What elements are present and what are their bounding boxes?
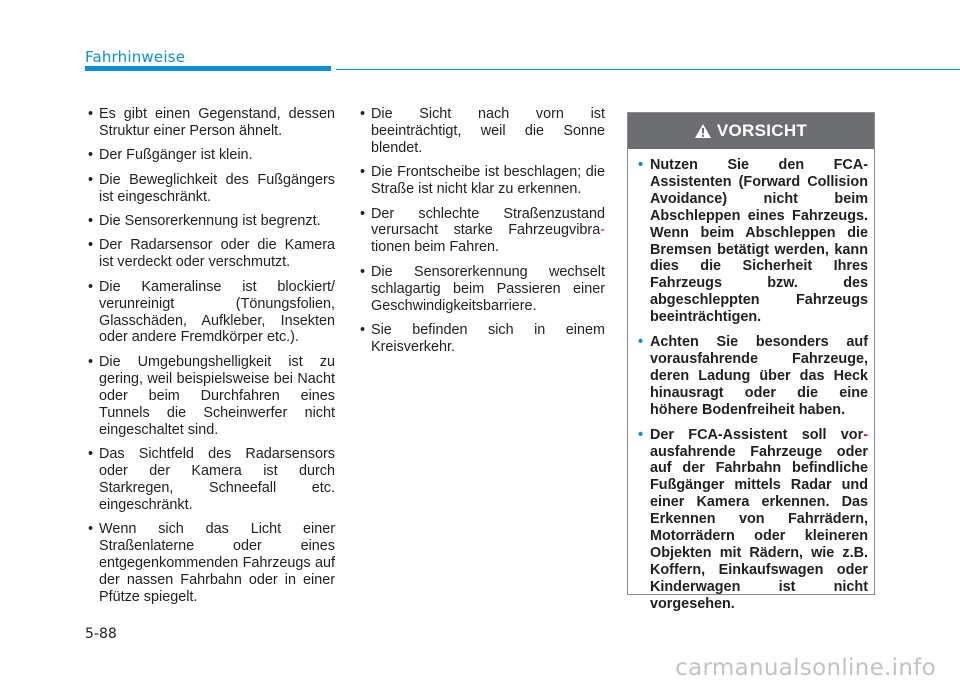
left-column: [85, 106, 335, 613]
list-item: • Der Radarsensor oder die Kamera ist verdeckt oder verschmutzt.: [85, 237, 335, 271]
list-item: • Die Frontscheibe ist beschlagen; die Straße ist nicht klar zu erkennen.: [357, 164, 605, 198]
section-title: Fahrhinweise: [85, 48, 186, 66]
list-item: • Die Sicht nach vorn ist beeinträchtigt, weil die Sonne blendet.: [357, 106, 605, 157]
list-item: • Die Kameralinse ist blockiert/ verunreinigt (Tönungsfolien, Glasschäden, Aufkleber, Insekten oder andere Fremdkörper etc.).: [85, 279, 335, 347]
caution-item-text: Der FCA-Assistent soll vor: [650, 426, 864, 443]
list-item: • Sie befinden sich in einem Kreisverkehr.: [357, 322, 605, 356]
caution-title: VORSICHT: [716, 121, 808, 140]
caution-list: [638, 157, 868, 613]
header-rule-thin: [336, 69, 960, 70]
list-item: [357, 206, 605, 257]
watermark: carmanualsonline.info: [675, 655, 936, 681]
list-item-text: Der schlechte Straßenzustand verursacht starke Fahrzeugvibra: [371, 205, 605, 239]
caution-item: [638, 427, 868, 613]
caution-header: [628, 113, 874, 149]
list-item: • Die Sensorerkennung ist begrenzt.: [85, 213, 335, 230]
page-number: 5-88: [85, 626, 117, 642]
caution-box: [627, 112, 875, 612]
list-item: • Es gibt einen Gegenstand, dessen Struktur einer Person ähnelt.: [85, 106, 335, 140]
list-item: • Die Umgebungshelligkeit ist zu gering, weil beispielsweise bei Nacht oder beim Durchfahren eines Tunnels die Scheinwerfer nicht eingeschaltet sind.: [85, 354, 335, 439]
list-item-text: tionen beim Fahren.: [371, 239, 499, 256]
warning-triangle-icon: [695, 124, 711, 138]
hyphen-mark: -: [600, 222, 605, 239]
caution-body: [628, 149, 874, 613]
middle-bullet-list: [357, 106, 605, 356]
header-rule-thick: [85, 66, 331, 71]
middle-column: [357, 106, 605, 363]
list-item: • Der Fußgänger ist klein.: [85, 147, 335, 164]
list-item: • Wenn sich das Licht einer Straßenlaterne oder eines entgegenkommenden Fahrzeugs auf der nassen Fahrbahn oder in einer Pfütze spiegelt.: [85, 521, 335, 606]
list-item: • Das Sichtfeld des Radarsensors oder der Kamera ist durch Starkregen, Schneefall etc. eingeschränkt.: [85, 446, 335, 514]
caution-item: • Nutzen Sie den FCA-Assistenten (Forward Collision Avoidance) nicht beim Abschleppen eines Fahrzeugs. Wenn beim Abschleppen die Bremsen betätigt werden, kann dies die Sicherheit Ihres Fahrzeugs bzw. des abgeschleppten Fahrzeugs beeinträchtigen.: [638, 157, 868, 326]
left-bullet-list: [85, 106, 335, 606]
list-item: • Die Beweglichkeit des Fußgängers ist eingeschränkt.: [85, 172, 335, 206]
caution-item-text: ausfahrende Fahrzeuge oder auf der Fahrbahn befindliche Fußgänger mittels Radar und einer Kamera erkennen. Das Erkennen von Fahrrädern, Motorrädern oder kleineren Objekten mit Rädern, wie z.B. Koffern, Einkaufswagen oder Kinderwagen ist nicht vorgesehen.: [650, 443, 868, 612]
list-item: • Die Sensorerkennung wechselt schlagartig beim Passieren einer Geschwindigkeitsbarriere.: [357, 264, 605, 315]
caution-item: • Achten Sie besonders auf vorausfahrende Fahrzeuge, deren Ladung über das Heck hinausragt oder die eine höhere Bodenfreiheit haben.: [638, 334, 868, 419]
hyphen-mark: -: [863, 426, 868, 443]
